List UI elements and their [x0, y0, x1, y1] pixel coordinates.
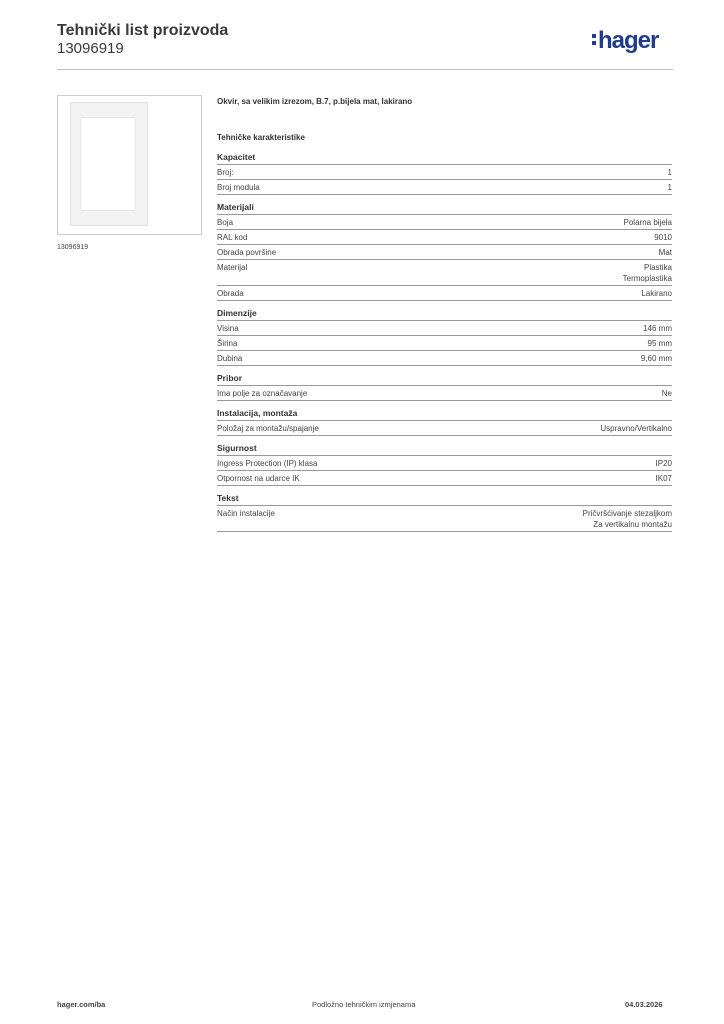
- spec-row: [217, 230, 672, 245]
- spec-value: 1: [667, 168, 672, 177]
- spec-value: Plastika Termoplastika: [622, 263, 672, 283]
- section-title: Dimenzije: [217, 308, 672, 321]
- frame-icon: [70, 102, 148, 226]
- spec-sections: [217, 152, 672, 532]
- header-divider: [57, 69, 673, 70]
- spec-section: [217, 202, 672, 301]
- spec-section: [217, 152, 672, 195]
- spec-row: [217, 386, 672, 401]
- spec-row: [217, 165, 672, 180]
- spec-label: Obrada površine: [217, 248, 277, 257]
- spec-label: Ima polje za označavanje: [217, 389, 308, 398]
- product-image: [57, 95, 202, 235]
- spec-value: Pričvršćivanje stezaljkom Za vertikalnu montažu: [582, 509, 672, 529]
- spec-value: 9010: [654, 233, 672, 242]
- spec-value: Ne: [661, 389, 672, 398]
- spec-row: [217, 321, 672, 336]
- spec-value: IP20: [655, 459, 672, 468]
- spec-section: [217, 443, 672, 486]
- spec-value: 146 mm: [643, 324, 672, 333]
- spec-section: [217, 308, 672, 366]
- spec-row: [217, 471, 672, 486]
- spec-row: [217, 180, 672, 195]
- spec-label: Otpornost na udarce IK: [217, 474, 300, 483]
- spec-label: Broj:: [217, 168, 234, 177]
- section-title: Sigurnost: [217, 443, 672, 456]
- product-title: Okvir, sa velikim izrezom, B.7, p.bijela mat, lakirano: [217, 97, 413, 106]
- spec-value: Polarna bijela: [623, 218, 672, 227]
- frame-cutout: [80, 117, 136, 211]
- footer-notice: Podložno tehničkim izmjenama: [312, 1000, 416, 1009]
- product-number: 13096919: [57, 40, 124, 57]
- spec-value: 9,60 mm: [640, 354, 672, 363]
- spec-row: [217, 215, 672, 230]
- section-title: Materijali: [217, 202, 672, 215]
- spec-label: Širina: [217, 339, 238, 348]
- characteristics-heading: Tehničke karakteristike: [217, 133, 305, 142]
- spec-row: [217, 260, 672, 286]
- section-title: Tekst: [217, 493, 672, 506]
- spec-label: Boja: [217, 218, 234, 227]
- logo-dots-icon: [592, 34, 596, 48]
- spec-value: 95 mm: [647, 339, 672, 348]
- spec-value: Lakirano: [641, 289, 672, 298]
- spec-row: [217, 456, 672, 471]
- footer-website[interactable]: hager.com/ba: [57, 1000, 106, 1009]
- spec-section: [217, 493, 672, 532]
- spec-row: [217, 351, 672, 366]
- image-caption: 13096919: [57, 244, 89, 251]
- spec-label: Dubina: [217, 354, 243, 363]
- spec-label: Obrada: [217, 289, 244, 298]
- spec-label: Visina: [217, 324, 239, 333]
- section-title: Kapacitet: [217, 152, 672, 165]
- spec-section: [217, 408, 672, 436]
- spec-value: Mat: [658, 248, 672, 257]
- spec-label: Materijal: [217, 263, 248, 272]
- spec-value: Uspravno/Vertikalno: [600, 424, 672, 433]
- spec-row: [217, 286, 672, 301]
- spec-row: [217, 336, 672, 351]
- spec-label: Ingress Protection (IP) klasa: [217, 459, 318, 468]
- section-title: Pribor: [217, 373, 672, 386]
- spec-label: RAL kod: [217, 233, 248, 242]
- hager-logo: [592, 28, 658, 54]
- spec-section: [217, 373, 672, 401]
- spec-content: [217, 97, 672, 539]
- logo-text: hager: [598, 27, 659, 54]
- spec-value: IK07: [655, 474, 672, 483]
- spec-label: Položaj za montažu/spajanje: [217, 424, 319, 433]
- spec-row: [217, 506, 672, 532]
- spec-row: [217, 245, 672, 260]
- document-title: Tehnički list proizvoda: [57, 22, 229, 39]
- section-title: Instalacija, montaža: [217, 408, 672, 421]
- spec-label: Način instalacije: [217, 509, 275, 518]
- spec-value: 1: [667, 183, 672, 192]
- footer-date: 04.03.2026: [625, 1000, 663, 1009]
- spec-row: [217, 421, 672, 436]
- spec-label: Broj modula: [217, 183, 260, 192]
